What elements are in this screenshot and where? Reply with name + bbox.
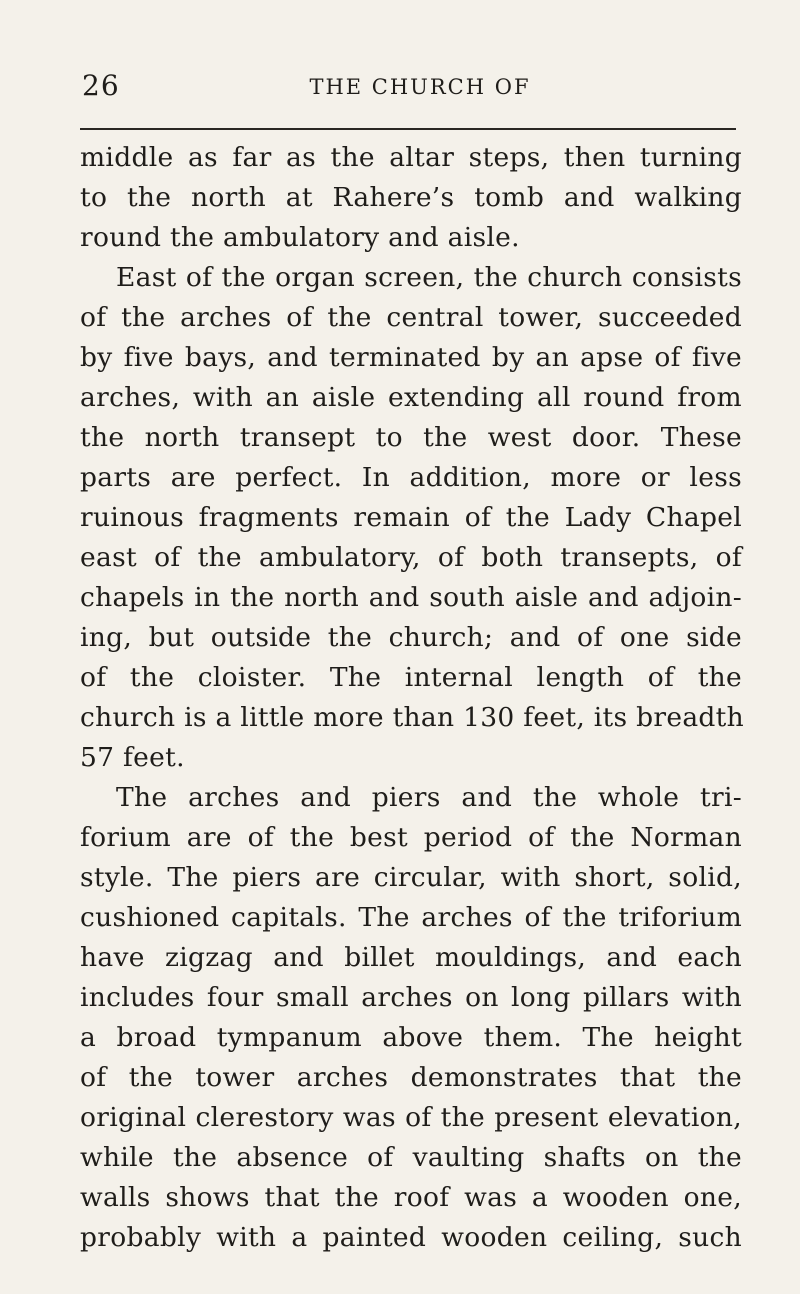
text-line: The arches and piers and the whole tri-	[116, 782, 742, 813]
text-line: probably with a painted wooden ceiling, such	[80, 1222, 742, 1253]
text-line: East of the organ screen, the church consists	[116, 262, 742, 293]
running-head	[82, 70, 738, 110]
text-line: arches, with an aisle extending all round from	[80, 382, 742, 413]
text-line: chapels in the north and south aisle and adjoin-	[80, 582, 742, 613]
text-line: have zigzag and billet mouldings, and each	[80, 942, 742, 973]
text-line: ing, but outside the church; and of one side	[80, 622, 742, 653]
body-text	[80, 138, 745, 1258]
text-line: of the tower arches demonstrates that the	[80, 1062, 742, 1093]
text-line: round the ambulatory and aisle.	[80, 222, 520, 253]
text-line: style. The piers are circular, with short, solid,	[80, 862, 742, 893]
text-line: by five bays, and terminated by an apse of five	[80, 342, 742, 373]
text-line: parts are perfect. In addition, more or less	[80, 462, 742, 493]
text-line: forium are of the best period of the Norman	[80, 822, 742, 853]
text-line: 57 feet.	[80, 742, 185, 773]
running-title: THE CHURCH OF	[309, 75, 531, 99]
text-line: a broad tympanum above them. The height	[80, 1022, 742, 1053]
text-line: of the arches of the central tower, succeeded	[80, 302, 742, 333]
text-line: includes four small arches on long pillars with	[80, 982, 742, 1013]
text-line: to the north at Rahere’s tomb and walking	[80, 182, 742, 213]
text-line: walls shows that the roof was a wooden one,	[80, 1182, 742, 1213]
text-line: original clerestory was of the present elevation,	[80, 1102, 742, 1133]
header-rule	[80, 128, 736, 130]
text-line: while the absence of vaulting shafts on the	[80, 1142, 742, 1173]
text-line: church is a little more than 130 feet, its breadth	[80, 702, 745, 733]
text-line: middle as far as the altar steps, then turning	[80, 142, 742, 173]
text-line: east of the ambulatory, of both transepts, of	[80, 542, 742, 573]
text-line: of the cloister. The internal length of the	[80, 662, 742, 693]
text-line: ruinous fragments remain of the Lady Chapel	[80, 502, 742, 533]
text-line: cushioned capitals. The arches of the triforium	[80, 902, 742, 933]
text-line: the north transept to the west door. These	[80, 422, 742, 453]
page-number: 26	[82, 69, 120, 102]
